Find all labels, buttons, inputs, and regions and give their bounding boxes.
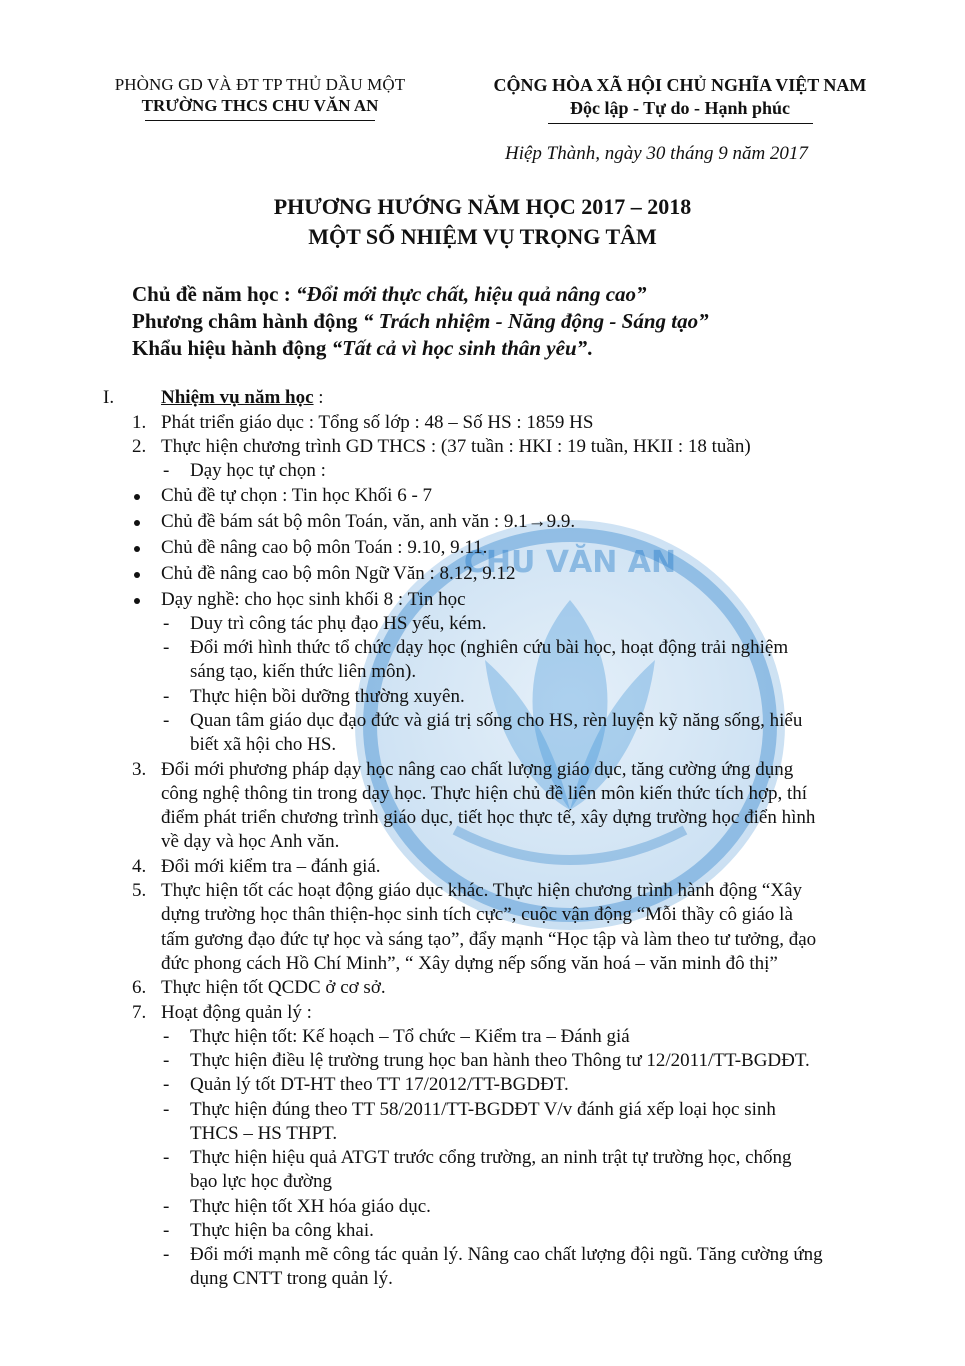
agency-header — [75, 75, 445, 121]
item-5: Thực hiện tốt các hoạt động giáo dục khác. Thực hiện chương trình hành động “Xây — [161, 880, 803, 901]
item-4: Đổi mới kiểm tra – đánh giá. — [161, 856, 381, 877]
bullet-item: Chủ đề nâng cao bộ môn Ngữ Văn : 8.12, 9.12 — [161, 563, 516, 584]
mgmt-item: Đổi mới mạnh mẽ công tác quản lý. Nâng cao chất lượng đội ngũ. Tăng cường ứng — [190, 1244, 823, 1265]
theme-line — [132, 282, 647, 307]
item-number: 5. — [132, 880, 147, 901]
item-7: Hoạt động quản lý : — [161, 1002, 312, 1023]
dash-marker: - — [163, 1244, 170, 1265]
dash-marker: - — [163, 710, 170, 731]
dash-marker: - — [163, 1147, 170, 1168]
dash-marker: - — [163, 637, 170, 658]
dash-marker: - — [163, 1026, 170, 1047]
item-5-cont: dựng trường học thân thiện-học sinh tích cực”, cuộc vận động “Mỗi thầy cô giáo là — [161, 904, 793, 925]
slogan-end: . — [587, 336, 593, 360]
dash-marker: - — [163, 1099, 170, 1120]
guideline-quote: “ Trách nhiệm - Năng động - Sáng tạo” — [362, 309, 709, 333]
sub-item: Duy trì công tác phụ đạo HS yếu, kém. — [190, 613, 487, 634]
mgmt-item-cont: THCS – HS THPT. — [190, 1123, 338, 1144]
theme-label: Chủ đề năm học : — [132, 282, 296, 306]
bullet-item: Chủ đề tự chọn : Tin học Khối 6 - 7 — [161, 485, 433, 506]
document-date: Hiệp Thành, ngày 30 tháng 9 năm 2017 — [505, 143, 808, 164]
school-name: TRƯỜNG THCS CHU VĂN AN — [141, 96, 379, 115]
item-number: 7. — [132, 1002, 147, 1023]
mgmt-item: Thực hiện tốt: Kế hoạch – Tổ chức – Kiểm tra – Đánh giá — [190, 1026, 630, 1047]
mgmt-item: Thực hiện tốt XH hóa giáo dục. — [190, 1196, 431, 1217]
slogan-quote: “Tất cả vì học sinh thân yêu” — [331, 336, 588, 360]
item-number: 6. — [132, 977, 147, 998]
guideline-line — [132, 309, 709, 334]
national-name: CỘNG HÒA XÃ HỘI CHỦ NGHĨA VIỆT NAM — [493, 75, 867, 95]
item-2: Thực hiện chương trình GD THCS : (37 tuần : HKI : 19 tuần, HKII : 18 tuần) — [161, 436, 751, 457]
sub-item-cont: sáng tạo, kiến thức liên môn). — [190, 661, 417, 682]
item-3-cont: công nghệ thông tin trong dạy học. Thực hiện chủ đề liên môn kiến thức tích hợp, thí — [161, 783, 808, 804]
header-left-rule — [145, 120, 375, 121]
dash-marker: - — [163, 1196, 170, 1217]
slogan-line — [132, 336, 592, 361]
item-3: Đổi mới phương pháp dạy học nâng cao chất lượng giáo dục, tăng cường ứng dụng — [161, 759, 794, 780]
item-number: 4. — [132, 856, 147, 877]
dash-marker: - — [163, 686, 170, 707]
sub-item: Quan tâm giáo dục đạo đức và giá trị sống cho HS, rèn luyện kỹ năng sống, hiểu — [190, 710, 803, 731]
dash-marker: - — [163, 1050, 170, 1071]
section-heading-suffix: : — [313, 387, 324, 408]
theme-quote: “Đổi mới thực chất, hiệu quả nâng cao” — [295, 282, 647, 306]
watermark-text: CHU VĂN AN — [463, 545, 677, 580]
bullet-marker — [134, 598, 140, 604]
section-heading — [161, 386, 324, 410]
item-number: 2. — [132, 436, 147, 457]
bullet-item: Dạy nghề: cho học sinh khối 8 : Tin học — [161, 589, 466, 610]
bullet-item: Chủ đề bám sát bộ môn Toán, văn, anh văn : 9.1→9.9. — [161, 511, 576, 532]
sub-item: Thực hiện bồi dưỡng thường xuyên. — [190, 686, 465, 707]
section-heading-text: Nhiệm vụ năm học — [161, 387, 314, 408]
bullet-marker — [134, 546, 140, 552]
mgmt-item: Thực hiện hiệu quả ATGT trước cổng trường, an ninh trật tự trường học, chống — [190, 1147, 792, 1168]
item-2-sub: Dạy học tự chọn : — [190, 460, 326, 481]
item-5-cont: đức phong cách Hồ Chí Minh”, “ Xây dựng nếp sống văn hoá – văn minh đô thị” — [161, 953, 778, 974]
header-right-rule — [548, 123, 813, 124]
sub-item-cont: biết xã hội cho HS. — [190, 734, 337, 755]
bullet-marker — [134, 572, 140, 578]
item-1: Phát triển giáo dục : Tổng số lớp : 48 – Số HS : 1859 HS — [161, 412, 594, 433]
document-subtitle: MỘT SỐ NHIỆM VỤ TRỌNG TÂM — [308, 224, 657, 249]
national-motto: Độc lập - Tự do - Hạnh phúc — [569, 98, 791, 118]
national-header — [460, 75, 900, 124]
bullet-marker — [134, 520, 140, 526]
bullet-marker — [134, 494, 140, 500]
item-3-cont: điểm phát triển chương trình giáo dục, tiết học thực tế, xây dựng trường học điển hình — [161, 807, 816, 828]
item-number: 1. — [132, 412, 147, 433]
mgmt-item: Thực hiện điều lệ trường trung học ban hành theo Thông tư 12/2011/TT-BGDĐT. — [190, 1050, 810, 1071]
dash-marker: - — [163, 1074, 170, 1095]
document-title: PHƯƠNG HƯỚNG NĂM HỌC 2017 – 2018 — [273, 194, 692, 219]
section-numeral: I. — [103, 387, 115, 408]
mgmt-item: Thực hiện ba công khai. — [190, 1220, 374, 1241]
mgmt-item-cont: bạo lực học đường — [190, 1171, 332, 1192]
item-6: Thực hiện tốt QCDC ở cơ sở. — [161, 977, 386, 998]
mgmt-item: Thực hiện đúng theo TT 58/2011/TT-BGDĐT V/v đánh giá xếp loại học sinh — [190, 1099, 776, 1120]
slogan-label: Khẩu hiệu hành động — [132, 336, 332, 360]
sub-item: Đổi mới hình thức tổ chức dạy học (nghiên cứu bài học, hoạt động trải nghiệm — [190, 637, 789, 658]
guideline-label: Phương châm hành động — [132, 309, 363, 333]
mgmt-item-cont: dụng CNTT trong quản lý. — [190, 1268, 393, 1289]
bullet-item: Chủ đề nâng cao bộ môn Toán : 9.10, 9.11. — [161, 537, 488, 558]
dash-marker: - — [163, 613, 170, 634]
dash-marker: - — [163, 460, 170, 481]
item-3-cont: về dạy và học Anh văn. — [161, 831, 340, 852]
dash-marker: - — [163, 1220, 170, 1241]
item-5-cont: tấm gương đạo đức tự học và sáng tạo”, đẩy mạnh “Học tập và làm theo tư tưởng, đạo — [161, 929, 817, 950]
mgmt-item: Quản lý tốt DT-HT theo TT 17/2012/TT-BGDĐT. — [190, 1074, 569, 1095]
item-number: 3. — [132, 759, 147, 780]
department-name: PHÒNG GD VÀ ĐT TP THỦ DẦU MỘT — [114, 75, 406, 94]
